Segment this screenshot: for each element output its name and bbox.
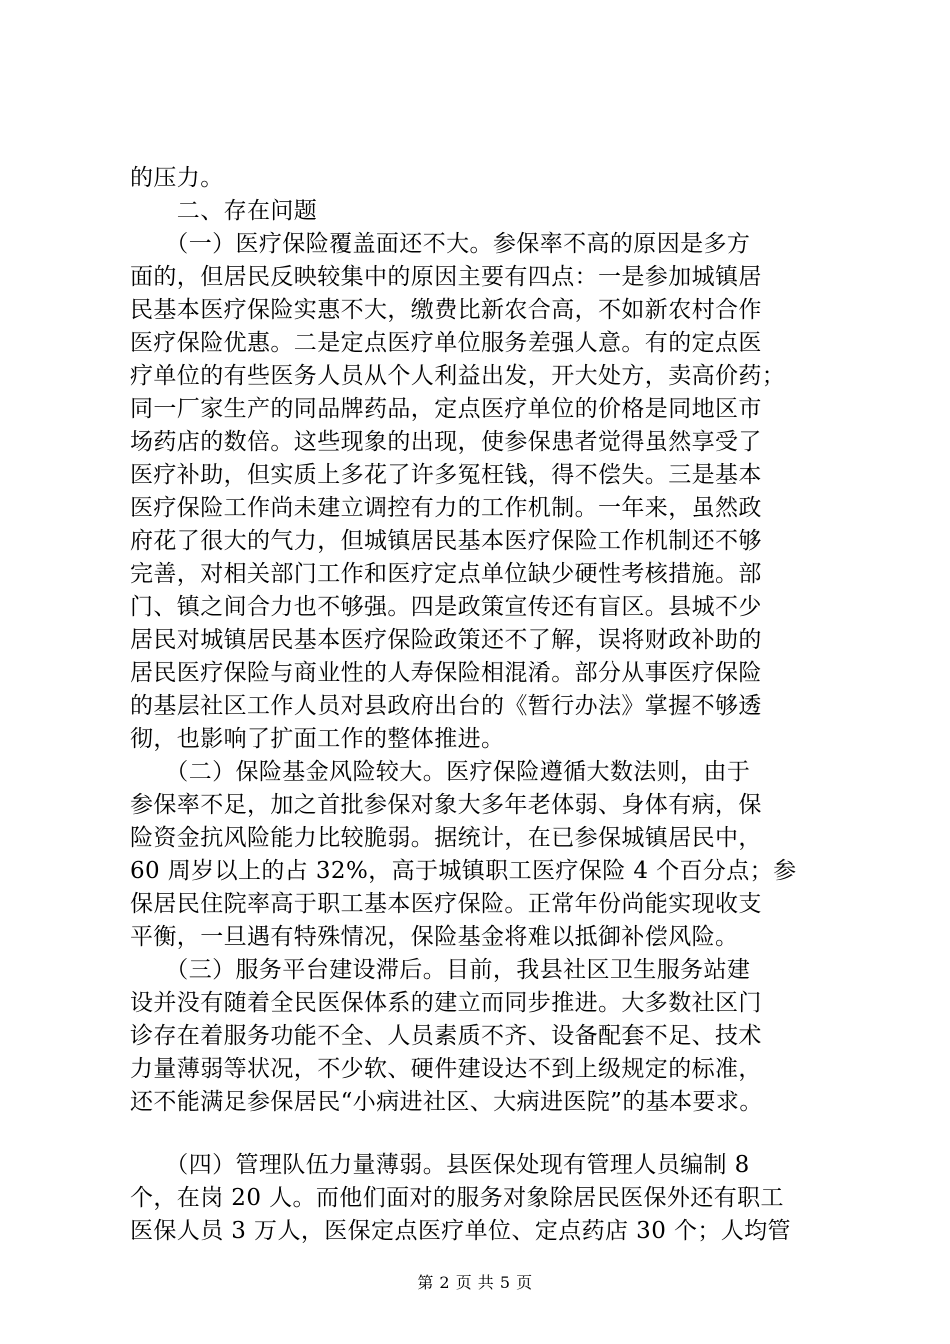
text-line: （一）医疗保险覆盖面还不大。参保率不高的原因是多方 [130, 231, 751, 257]
text-line: 保居民住院率高于职工基本医疗保险。正常年份尚能实现收支 [130, 891, 762, 917]
text-line: 医疗补助，但实质上多花了许多冤枉钱，得不偿失。三是基本 [130, 462, 762, 488]
text-line: 完善，对相关部门工作和医疗定点单位缺少硬性考核措施。部 [130, 561, 762, 587]
text-line: 医疗保险工作尚未建立调控有力的工作机制。一年来，虽然政 [130, 495, 762, 521]
text-line: 医疗保险优惠。二是定点医疗单位服务差强人意。有的定点医 [130, 330, 762, 356]
paragraph-block-main [130, 162, 850, 1119]
text-line: 居民对城镇居民基本医疗保险政策还不了解，误将财政补助的 [130, 627, 762, 653]
text-line: 险资金抗风险能力比较脆弱。据统计，在已参保城镇居民中， [130, 825, 762, 851]
document-body [130, 162, 850, 1248]
text-line: 还不能满足参保居民“小病进社区、大病进医院”的基本要求。 [130, 1089, 763, 1115]
paragraph-gap [130, 1119, 850, 1149]
text-line: 彻，也影响了扩面工作的整体推进。 [130, 726, 505, 752]
text-line: 60 周岁以上的占 32%，高于城镇职工医疗保险 4 个百分点；参 [130, 858, 797, 884]
text-line: 设并没有随着全民医保体系的建立而同步推进。大多数社区门 [130, 990, 762, 1016]
text-line: 疗单位的有些医务人员从个人利益出发，开大处方，卖高价药； [130, 363, 786, 389]
text-line: 府花了很大的气力，但城镇居民基本医疗保险工作机制还不够 [130, 528, 762, 554]
text-line: 平衡，一旦遇有特殊情况，保险基金将难以抵御补偿风险。 [130, 924, 739, 950]
page-footer: 第 2 页 共 5 页 [417, 1273, 533, 1292]
text-line: 面的，但居民反映较集中的原因主要有四点：一是参加城镇居 [130, 264, 762, 290]
paragraph-block-continued [130, 1149, 850, 1248]
text-line: 医保人员 3 万人，医保定点医疗单位、定点药店 30 个；人均管 [130, 1218, 791, 1244]
text-line: 民基本医疗保险实惠不大，缴费比新农合高，不如新农村合作 [130, 297, 762, 323]
text-line: 的压力。 [130, 165, 224, 191]
text-line: 参保率不足，加之首批参保对象大多年老体弱、身体有病，保 [130, 792, 762, 818]
text-line: （三）服务平台建设滞后。目前，我县社区卫生服务站建 [130, 957, 751, 983]
text-line: 门、镇之间合力也不够强。四是政策宣传还有盲区。县城不少 [130, 594, 762, 620]
text-line: （二）保险基金风险较大。医疗保险遵循大数法则，由于 [130, 759, 751, 785]
text-line: 的基层社区工作人员对县政府出台的《暂行办法》掌握不够透 [130, 693, 762, 719]
text-line: （四）管理队伍力量薄弱。县医保处现有管理人员编制 8 [130, 1152, 750, 1178]
text-line: 居民医疗保险与商业性的人寿保险相混淆。部分从事医疗保险 [130, 660, 762, 686]
text-line: 二、存在问题 [130, 198, 318, 224]
text-line: 力量薄弱等状况，不少软、硬件建设达不到上级规定的标准， [130, 1056, 762, 1082]
text-line: 场药店的数倍。这些现象的出现，使参保患者觉得虽然享受了 [130, 429, 762, 455]
text-line: 诊存在着服务功能不全、人员素质不齐、设备配套不足、技术 [130, 1023, 762, 1049]
text-line: 个，在岗 20 人。而他们面对的服务对象除居民医保外还有职工 [130, 1185, 784, 1211]
text-line: 同一厂家生产的同品牌药品，定点医疗单位的价格是同地区市 [130, 396, 762, 422]
